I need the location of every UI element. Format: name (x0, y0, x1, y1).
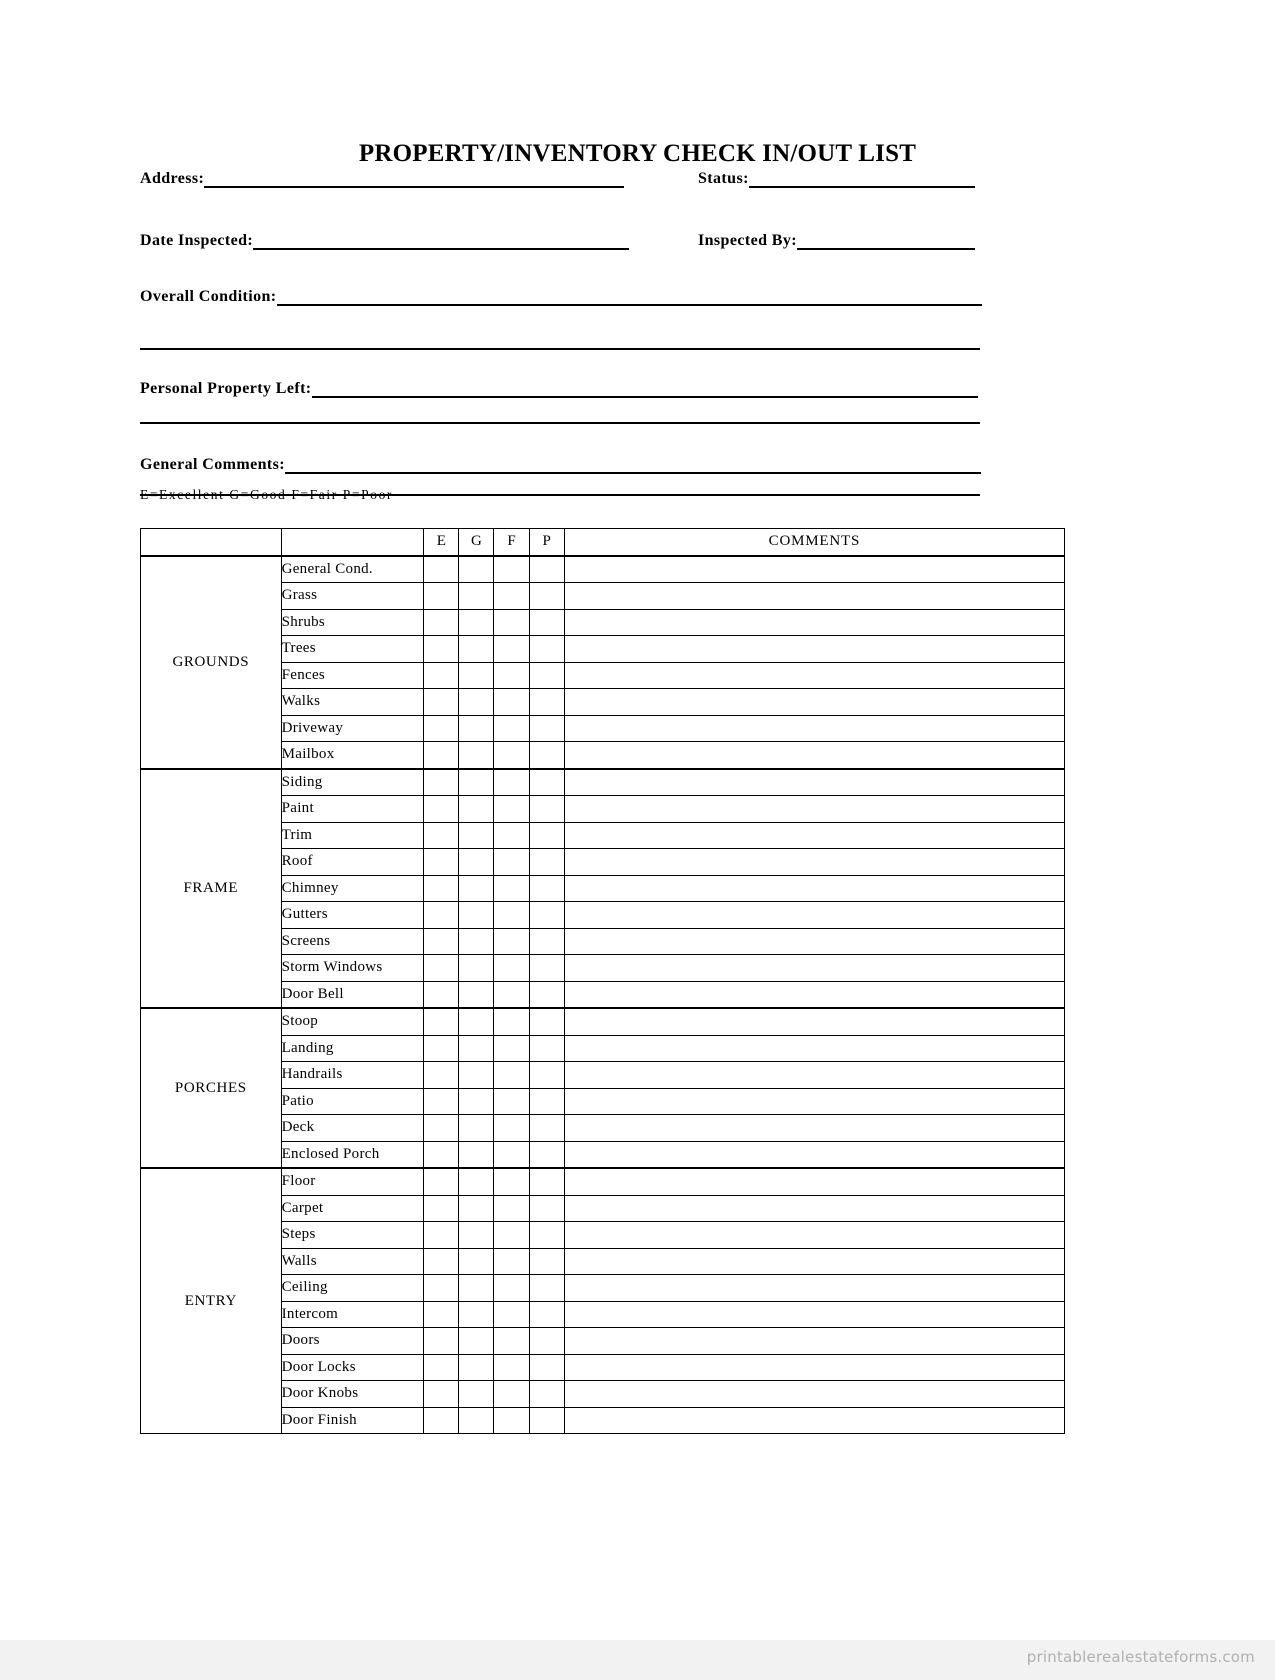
date-inspected-field-group (140, 232, 629, 250)
comment-input[interactable] (564, 796, 1064, 823)
comment-input[interactable] (564, 715, 1064, 742)
grade-checkbox-p[interactable] (529, 1275, 564, 1302)
grade-checkbox-p[interactable] (529, 875, 564, 902)
comment-input[interactable] (564, 609, 1064, 636)
grade-checkbox-f[interactable] (494, 928, 529, 955)
overall-condition-input[interactable] (277, 290, 982, 306)
item-label: Ceiling (281, 1275, 424, 1302)
field-row-general-comments (140, 440, 980, 478)
grade-checkbox-f[interactable] (494, 1248, 529, 1275)
header-grade-g: G (459, 529, 494, 556)
item-label: Driveway (281, 715, 424, 742)
comment-input[interactable] (564, 1168, 1064, 1195)
inspection-table (140, 528, 1065, 1434)
grade-checkbox-g[interactable] (459, 636, 494, 663)
grade-checkbox-e[interactable] (424, 1195, 459, 1222)
grade-checkbox-e[interactable] (424, 1328, 459, 1355)
grade-checkbox-e[interactable] (424, 556, 459, 583)
inspected-by-field-group (698, 232, 975, 250)
grade-checkbox-f[interactable] (494, 556, 529, 583)
header-grade-e: E (424, 529, 459, 556)
item-label: Chimney (281, 875, 424, 902)
grade-checkbox-f[interactable] (494, 689, 529, 716)
grade-checkbox-p[interactable] (529, 769, 564, 796)
grade-checkbox-e[interactable] (424, 1275, 459, 1302)
item-label: Shrubs (281, 609, 424, 636)
grade-checkbox-e[interactable] (424, 1407, 459, 1434)
table-row (141, 1008, 1065, 1035)
grade-checkbox-p[interactable] (529, 796, 564, 823)
grade-checkbox-g[interactable] (459, 1115, 494, 1142)
grade-checkbox-p[interactable] (529, 902, 564, 929)
section-label-entry: ENTRY (141, 1168, 282, 1434)
comment-input[interactable] (564, 1115, 1064, 1142)
item-label: Roof (281, 849, 424, 876)
comment-input[interactable] (564, 928, 1064, 955)
comment-input[interactable] (564, 1141, 1064, 1168)
footer-watermark: printablerealestateforms.com (1026, 1648, 1255, 1666)
grade-checkbox-f[interactable] (494, 849, 529, 876)
comment-input[interactable] (564, 769, 1064, 796)
grade-checkbox-e[interactable] (424, 1168, 459, 1195)
personal-property-field-group (140, 380, 978, 398)
field-row-date-inspector (140, 214, 980, 272)
grade-checkbox-p[interactable] (529, 1062, 564, 1089)
comment-input[interactable] (564, 1035, 1064, 1062)
grade-checkbox-p[interactable] (529, 955, 564, 982)
comment-input[interactable] (564, 556, 1064, 583)
address-field-group (140, 170, 624, 188)
header-item (281, 529, 424, 556)
grade-checkbox-f[interactable] (494, 1275, 529, 1302)
item-label: Screens (281, 928, 424, 955)
grade-checkbox-f[interactable] (494, 715, 529, 742)
grade-checkbox-p[interactable] (529, 1008, 564, 1035)
comment-input[interactable] (564, 1301, 1064, 1328)
status-label: Status: (698, 170, 749, 187)
comment-input[interactable] (564, 1407, 1064, 1434)
item-label: Gutters (281, 902, 424, 929)
item-label: Steps (281, 1222, 424, 1249)
page-title: PROPERTY/INVENTORY CHECK IN/OUT LIST (358, 140, 917, 167)
grade-checkbox-g[interactable] (459, 715, 494, 742)
table-body (141, 556, 1065, 1434)
comment-input[interactable] (564, 955, 1064, 982)
grade-checkbox-f[interactable] (494, 1328, 529, 1355)
item-label: Door Knobs (281, 1381, 424, 1408)
item-label: Paint (281, 796, 424, 823)
grade-checkbox-f[interactable] (494, 796, 529, 823)
grade-checkbox-g[interactable] (459, 1381, 494, 1408)
grade-checkbox-e[interactable] (424, 1035, 459, 1062)
address-label: Address: (140, 170, 205, 187)
grade-checkbox-p[interactable] (529, 1222, 564, 1249)
table-header-row (141, 529, 1065, 556)
item-label: Doors (281, 1328, 424, 1355)
grade-checkbox-f[interactable] (494, 902, 529, 929)
grade-checkbox-p[interactable] (529, 1168, 564, 1195)
grade-checkbox-e[interactable] (424, 822, 459, 849)
grade-checkbox-g[interactable] (459, 928, 494, 955)
grade-checkbox-f[interactable] (494, 1062, 529, 1089)
grade-checkbox-g[interactable] (459, 1248, 494, 1275)
item-label: General Cond. (281, 556, 424, 583)
personal-property-left-input-line2[interactable] (140, 422, 980, 424)
comment-input[interactable] (564, 875, 1064, 902)
grade-checkbox-f[interactable] (494, 955, 529, 982)
section-label-frame: FRAME (141, 769, 282, 1009)
grade-checkbox-f[interactable] (494, 1407, 529, 1434)
grade-checkbox-p[interactable] (529, 1354, 564, 1381)
item-label: Stoop (281, 1008, 424, 1035)
grade-checkbox-f[interactable] (494, 1354, 529, 1381)
grade-checkbox-f[interactable] (494, 1035, 529, 1062)
grade-checkbox-e[interactable] (424, 583, 459, 610)
address-input[interactable] (204, 172, 624, 188)
grade-checkbox-g[interactable] (459, 1008, 494, 1035)
grade-checkbox-p[interactable] (529, 1248, 564, 1275)
comment-input[interactable] (564, 742, 1064, 769)
overall-condition-label: Overall Condition: (140, 288, 277, 305)
grade-checkbox-e[interactable] (424, 981, 459, 1008)
grade-checkbox-e[interactable] (424, 1008, 459, 1035)
grade-checkbox-f[interactable] (494, 609, 529, 636)
comment-input[interactable] (564, 981, 1064, 1008)
grade-checkbox-p[interactable] (529, 636, 564, 663)
section-label-porches: PORCHES (141, 1008, 282, 1168)
grade-checkbox-e[interactable] (424, 769, 459, 796)
date-inspected-label: Date Inspected: (140, 232, 254, 249)
grade-checkbox-g[interactable] (459, 609, 494, 636)
header-comments: COMMENTS (564, 529, 1064, 556)
table-row (141, 769, 1065, 796)
grade-checkbox-e[interactable] (424, 636, 459, 663)
comment-input[interactable] (564, 1328, 1064, 1355)
item-label: Door Locks (281, 1354, 424, 1381)
field-row-personal-property-line2 (140, 404, 980, 440)
item-label: Intercom (281, 1301, 424, 1328)
grade-checkbox-p[interactable] (529, 981, 564, 1008)
grade-checkbox-f[interactable] (494, 1088, 529, 1115)
grade-checkbox-f[interactable] (494, 1141, 529, 1168)
grade-checkbox-p[interactable] (529, 609, 564, 636)
grade-checkbox-p[interactable] (529, 662, 564, 689)
general-comments-input[interactable] (285, 458, 981, 474)
item-label: Carpet (281, 1195, 424, 1222)
field-row-address-status (140, 170, 980, 214)
grade-checkbox-g[interactable] (459, 662, 494, 689)
item-label: Trim (281, 822, 424, 849)
personal-property-left-input[interactable] (312, 382, 978, 398)
grade-checkbox-e[interactable] (424, 1115, 459, 1142)
comment-input[interactable] (564, 1381, 1064, 1408)
header-grade-f: F (494, 529, 529, 556)
item-label: Floor (281, 1168, 424, 1195)
grade-checkbox-f[interactable] (494, 1195, 529, 1222)
header-section (141, 529, 282, 556)
grade-checkbox-p[interactable] (529, 1115, 564, 1142)
item-label: Walks (281, 689, 424, 716)
grade-checkbox-g[interactable] (459, 1354, 494, 1381)
grade-checkbox-f[interactable] (494, 1115, 529, 1142)
grade-checkbox-g[interactable] (459, 1141, 494, 1168)
grade-checkbox-e[interactable] (424, 609, 459, 636)
comment-input[interactable] (564, 1222, 1064, 1249)
grade-checkbox-p[interactable] (529, 1141, 564, 1168)
grade-checkbox-e[interactable] (424, 1381, 459, 1408)
field-row-overall-condition (140, 272, 980, 312)
grade-checkbox-g[interactable] (459, 1301, 494, 1328)
grade-checkbox-f[interactable] (494, 981, 529, 1008)
table-row (141, 556, 1065, 583)
date-inspected-input[interactable] (253, 234, 629, 250)
grade-checkbox-g[interactable] (459, 689, 494, 716)
item-label: Landing (281, 1035, 424, 1062)
comment-input[interactable] (564, 1062, 1064, 1089)
comment-input[interactable] (564, 662, 1064, 689)
grade-checkbox-p[interactable] (529, 715, 564, 742)
grade-checkbox-e[interactable] (424, 1088, 459, 1115)
grade-checkbox-g[interactable] (459, 875, 494, 902)
field-row-personal-property (140, 366, 980, 404)
item-label: Grass (281, 583, 424, 610)
grade-checkbox-e[interactable] (424, 928, 459, 955)
grade-checkbox-g[interactable] (459, 1407, 494, 1434)
comment-input[interactable] (564, 1195, 1064, 1222)
general-comments-label: General Comments: (140, 456, 285, 473)
grade-checkbox-f[interactable] (494, 1008, 529, 1035)
grade-checkbox-p[interactable] (529, 1088, 564, 1115)
grade-checkbox-g[interactable] (459, 556, 494, 583)
item-label: Enclosed Porch (281, 1141, 424, 1168)
comment-input[interactable] (564, 636, 1064, 663)
grade-checkbox-e[interactable] (424, 875, 459, 902)
grade-checkbox-e[interactable] (424, 1222, 459, 1249)
grade-checkbox-g[interactable] (459, 1168, 494, 1195)
grade-checkbox-g[interactable] (459, 849, 494, 876)
comment-input[interactable] (564, 1275, 1064, 1302)
grade-checkbox-e[interactable] (424, 689, 459, 716)
table-header (141, 529, 1065, 556)
personal-property-left-label: Personal Property Left: (140, 380, 312, 397)
overall-condition-field-group (140, 288, 982, 306)
grade-checkbox-f[interactable] (494, 742, 529, 769)
comment-input[interactable] (564, 1354, 1064, 1381)
grade-checkbox-f[interactable] (494, 769, 529, 796)
grade-checkbox-f[interactable] (494, 636, 529, 663)
grade-checkbox-g[interactable] (459, 742, 494, 769)
field-row-overall-condition-line2 (140, 312, 980, 366)
grade-checkbox-g[interactable] (459, 1222, 494, 1249)
comment-input[interactable] (564, 1248, 1064, 1275)
section-label-grounds: GROUNDS (141, 556, 282, 769)
grade-checkbox-f[interactable] (494, 1301, 529, 1328)
grade-checkbox-e[interactable] (424, 662, 459, 689)
grade-checkbox-p[interactable] (529, 1381, 564, 1408)
grade-checkbox-g[interactable] (459, 902, 494, 929)
inspected-by-input[interactable] (797, 234, 975, 250)
item-label: Storm Windows (281, 955, 424, 982)
item-label: Patio (281, 1088, 424, 1115)
comment-input[interactable] (564, 583, 1064, 610)
grade-checkbox-p[interactable] (529, 1407, 564, 1434)
grade-checkbox-g[interactable] (459, 1195, 494, 1222)
table-row (141, 1168, 1065, 1195)
comment-input[interactable] (564, 902, 1064, 929)
grade-checkbox-g[interactable] (459, 1275, 494, 1302)
grade-checkbox-e[interactable] (424, 1354, 459, 1381)
grade-checkbox-e[interactable] (424, 849, 459, 876)
grade-checkbox-f[interactable] (494, 1168, 529, 1195)
overall-condition-input-line2[interactable] (140, 348, 980, 350)
grade-checkbox-p[interactable] (529, 583, 564, 610)
grade-checkbox-e[interactable] (424, 715, 459, 742)
item-label: Handrails (281, 1062, 424, 1089)
item-label: Mailbox (281, 742, 424, 769)
comment-input[interactable] (564, 849, 1064, 876)
grade-checkbox-p[interactable] (529, 928, 564, 955)
grade-checkbox-f[interactable] (494, 662, 529, 689)
grade-checkbox-e[interactable] (424, 796, 459, 823)
grade-checkbox-p[interactable] (529, 689, 564, 716)
grade-checkbox-g[interactable] (459, 1328, 494, 1355)
grade-checkbox-g[interactable] (459, 822, 494, 849)
item-label: Door Finish (281, 1407, 424, 1434)
grade-checkbox-p[interactable] (529, 822, 564, 849)
comment-input[interactable] (564, 1008, 1064, 1035)
grade-checkbox-f[interactable] (494, 1222, 529, 1249)
general-comments-field-group (140, 456, 981, 474)
grade-checkbox-e[interactable] (424, 1248, 459, 1275)
grade-checkbox-f[interactable] (494, 1381, 529, 1408)
inspected-by-label: Inspected By: (698, 232, 797, 249)
grade-checkbox-f[interactable] (494, 875, 529, 902)
grade-checkbox-p[interactable] (529, 1328, 564, 1355)
grade-checkbox-g[interactable] (459, 583, 494, 610)
grade-checkbox-e[interactable] (424, 955, 459, 982)
grade-checkbox-e[interactable] (424, 1062, 459, 1089)
comment-input[interactable] (564, 1088, 1064, 1115)
item-label: Walls (281, 1248, 424, 1275)
grade-checkbox-g[interactable] (459, 1035, 494, 1062)
grade-checkbox-f[interactable] (494, 822, 529, 849)
grade-checkbox-p[interactable] (529, 1035, 564, 1062)
status-field-group (698, 170, 975, 188)
grade-checkbox-e[interactable] (424, 1301, 459, 1328)
grade-checkbox-e[interactable] (424, 742, 459, 769)
grade-checkbox-p[interactable] (529, 1195, 564, 1222)
grade-checkbox-g[interactable] (459, 796, 494, 823)
item-label: Deck (281, 1115, 424, 1142)
grade-checkbox-p[interactable] (529, 742, 564, 769)
grade-checkbox-f[interactable] (494, 583, 529, 610)
grade-checkbox-e[interactable] (424, 1141, 459, 1168)
header-grade-p: P (529, 529, 564, 556)
grade-checkbox-g[interactable] (459, 1088, 494, 1115)
grade-checkbox-e[interactable] (424, 902, 459, 929)
item-label: Trees (281, 636, 424, 663)
grade-checkbox-p[interactable] (529, 849, 564, 876)
item-label: Door Bell (281, 981, 424, 1008)
grade-checkbox-g[interactable] (459, 769, 494, 796)
comment-input[interactable] (564, 689, 1064, 716)
item-label: Fences (281, 662, 424, 689)
grade-checkbox-p[interactable] (529, 1301, 564, 1328)
grade-checkbox-g[interactable] (459, 1062, 494, 1089)
item-label: Siding (281, 769, 424, 796)
form-fields-area (140, 170, 980, 508)
comment-input[interactable] (564, 822, 1064, 849)
grade-checkbox-p[interactable] (529, 556, 564, 583)
status-input[interactable] (749, 172, 975, 188)
grade-checkbox-g[interactable] (459, 981, 494, 1008)
grade-legend: E=Excellent G=Good F=Fair P=Poor (140, 487, 394, 502)
grade-checkbox-g[interactable] (459, 955, 494, 982)
